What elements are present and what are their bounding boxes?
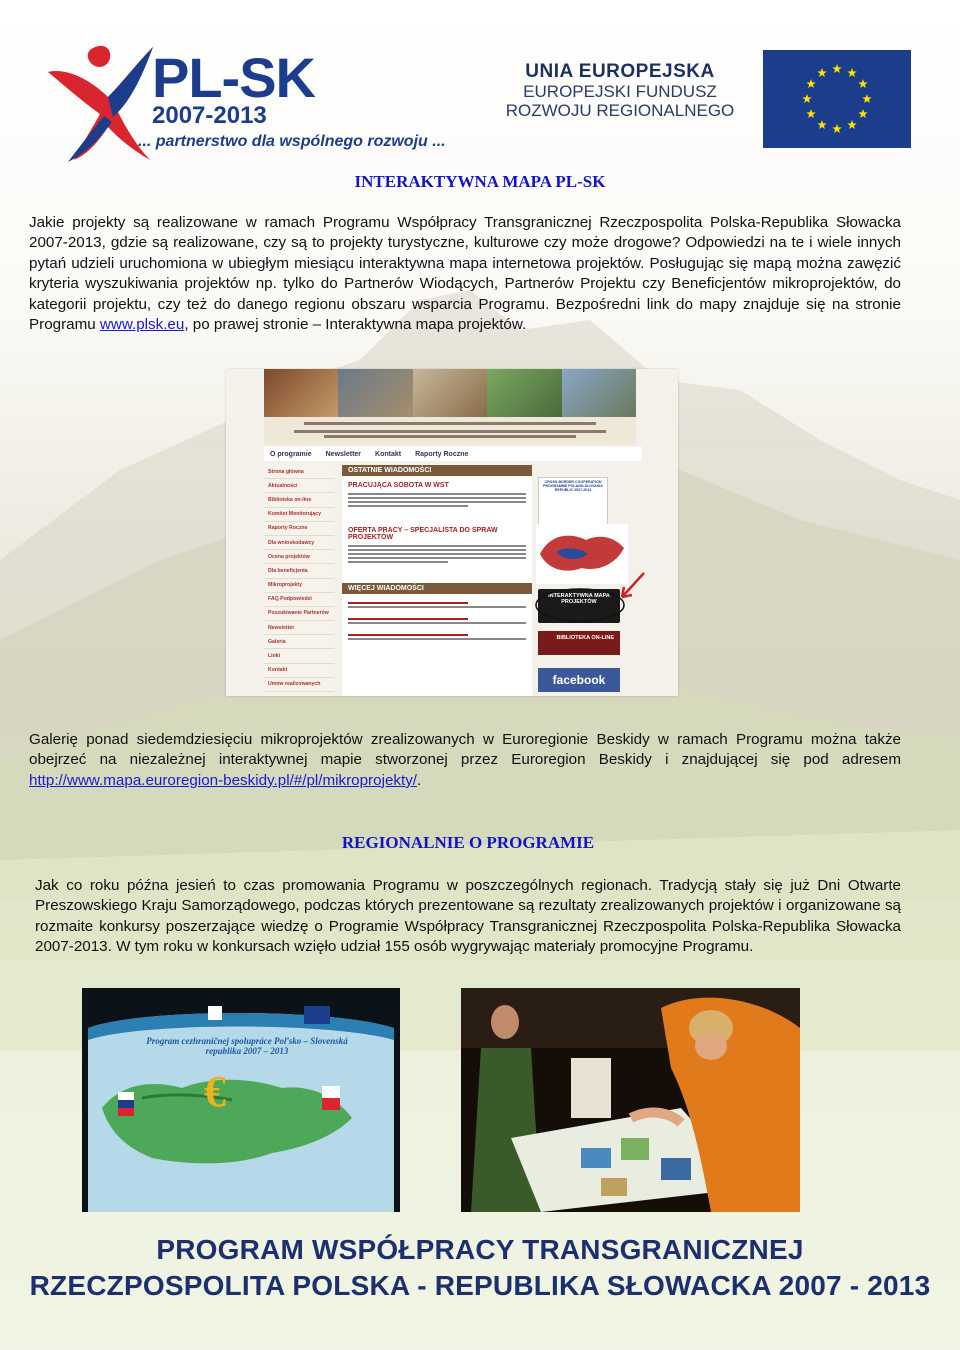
screenshot-photo-strip <box>264 369 636 417</box>
puzzle-contest-image <box>461 988 800 1212</box>
section-title-interactive-map: INTERAKTYWNA MAPA PL-SK <box>354 172 606 191</box>
screenshot-nav-item: Kontakt <box>375 450 402 458</box>
logo-title: PL-SK <box>152 46 315 109</box>
screenshot-nav-item: Newsletter <box>325 450 362 458</box>
screenshot-map-badge: INTERAKTYWNA MAPA PROJEKTÓW <box>538 589 620 623</box>
screenshot-sidebar-item: Galeria <box>264 635 334 649</box>
screenshot-news-header: OSTATNIE WIADOMOŚCI <box>342 465 532 476</box>
intro-paragraph <box>29 213 901 335</box>
section-title-regional: REGIONALNIE O PROGRAMIE <box>341 833 595 852</box>
screenshot-sidebar-item: Umów realizowanych <box>264 678 334 692</box>
logo-tagline: ... partnerstwo dla wspólnego rozwoju ... <box>138 133 446 150</box>
eu-line1: UNIA EUROPEJSKA <box>525 61 715 82</box>
footer-line1: PROGRAM WSPÓŁPRACY TRANSGRANICZNEJ <box>156 1234 804 1265</box>
screenshot-news-headline1: PRACUJĄCA SOBOTA W WST <box>348 482 449 489</box>
screenshot-sidebar <box>264 465 334 696</box>
screenshot-sidebar-item: Komitet Monitorujący <box>264 508 334 522</box>
screenshot-sidebar-item: FAQ Podpowiedzi <box>264 593 334 607</box>
plsk-link[interactable]: www.plsk.eu <box>99 316 185 334</box>
euroregion-text: Galerię ponad siedemdziesięciu mikroprojektów zrealizowanych w Euroregionie Beskidy w ramach Programu można także obejrzeć na niezależnej interaktywnej mapie stworzonej przez Euroregion Beskidy i znajdującej się pod adresem <box>29 731 901 769</box>
website-screenshot <box>226 369 678 696</box>
footer-line2: RZECZPOSPOLITA POLSKA - REPUBLIKA SŁOWACKA 2007 - 2013 <box>29 1270 931 1301</box>
page-header <box>0 0 960 165</box>
screenshot-sidebar-item: Dla beneficjenta <box>264 564 334 578</box>
screenshot-sidebar-item: Biblioteka on-line <box>264 493 334 507</box>
screenshot-sidebar-item: Newsletter <box>264 621 334 635</box>
screenshot-nav-item: O programie <box>270 450 312 458</box>
euroregion-link[interactable]: http://www.mapa.euroregion-beskidy.pl/#/pl/mikroprojekty/ <box>29 771 418 789</box>
screenshot-sidebar-item: Mikroprojekty <box>264 579 334 593</box>
logo-years: 2007-2013 <box>152 102 267 129</box>
screenshot-library-badge: BIBLIOTEKA ON-LINE <box>538 631 620 655</box>
regional-paragraph: Jak co roku późna jesień to czas promowania Programu w poszczególnych regionach. Tradycją stały się już Dni Otwarte Preszowskiego Kraju Samorządowego, podczas których prezentowane są rezultaty zrealizowanych projektów i organizowane są rozmaite konkursy poszerzające wiedzę o Programie Współpracy Transgranicznej Rzeczpospolita Polska-Republika Słowacka 2007-2013. W tym roku w konkursach wzięło udział 155 osób wygrywając materiały promocyjne Programu. <box>35 877 901 956</box>
intro-text: Jakie projekty są realizowane w ramach Programu Współpracy Transgranicznej Rzeczpospolita Polska-Republika Słowacka 2007-2013, gdzie są realizowane, czy są to projekty turystyczne, kulturowe czy może drogowe? Odpowiedzi na te i wiele innych pytań udzieli uruchomiona w ubiegłym miesiącu interaktywna mapa internetowa projektów. Posługując się mapą można zawęzić kryteria wyszukiwania projektów np. tylko do Partnerów Wiodących, Partnerów Projektu czy Beneficjentów mikroprojektów, do kategorii projektu, czy też do danego regionu obszaru wsparcia Programu. Bezpośredni link do mapy znajduje się na stronie Programu <box>29 214 901 334</box>
screenshot-sidebar-item: Ocena projektów <box>264 550 334 564</box>
intro-tail: , po prawej stronie – Interaktywna mapa projektów. <box>184 316 527 334</box>
euroregion-paragraph <box>29 730 901 791</box>
photo-exhibition-stand <box>82 988 400 1212</box>
eu-line3: ROZWOJU REGIONALNEGO <box>505 100 735 120</box>
screenshot-cbc-badge: CROSS-BORDER COOPERATION PROGRAMME POLAND-SLOVAKIA REPUBLIC 2007-2013 <box>538 477 608 527</box>
screenshot-sidebar-item: Strona główna <box>264 465 334 479</box>
screenshot-sidebar-item: Dla wnioskodawcy <box>264 536 334 550</box>
exhibition-stand-image <box>82 988 400 1212</box>
screenshot-facebook-badge: facebook <box>538 668 620 692</box>
photo-puzzle-contest <box>461 988 800 1212</box>
screenshot-news-headline2: OFERTA PRACY – SPECJALISTA DO SPRAW PROJEKTÓW <box>348 527 498 541</box>
exhibition-banner-text: Program cezhraničnej spolupráce Poľsko – Slovenská republika 2007 – 2013 <box>146 1036 348 1056</box>
eu-line2: EUROPEJSKI FUNDUSZ <box>523 81 717 101</box>
eu-flag-icon <box>763 50 911 148</box>
screenshot-sidebar-item: Aktualności <box>264 479 334 493</box>
annotation-arrow-icon <box>526 569 646 629</box>
eu-fund-label <box>494 62 746 120</box>
screenshot-more-news: WIĘCEJ WIADOMOŚCI <box>342 583 532 594</box>
screenshot-sidebar-item: Kontakt <box>264 664 334 678</box>
svg-text:€: € <box>204 1067 226 1116</box>
screenshot-info-bar <box>264 417 636 445</box>
screenshot-sidebar-item: Raporty Roczne <box>264 522 334 536</box>
euroregion-tail: . <box>417 771 422 789</box>
screenshot-news-column <box>342 465 532 696</box>
screenshot-nav <box>264 447 642 461</box>
screenshot-nav-item: Raporty Roczne <box>415 450 469 458</box>
screenshot-sidebar-item: Linki <box>264 649 334 663</box>
screenshot-sidebar-item: Poszukiwanie Partnerów <box>264 607 334 621</box>
